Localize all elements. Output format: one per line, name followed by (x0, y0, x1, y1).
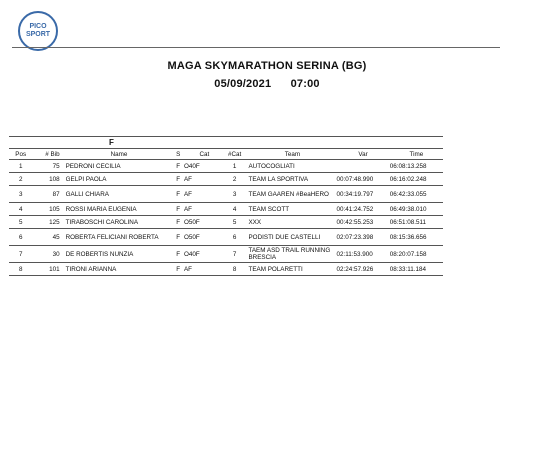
cell-time: 08:33:11.184 (390, 263, 443, 276)
cell-sex: F (172, 229, 184, 246)
cell-pos: 1 (9, 160, 32, 173)
cell-cat-rank: 8 (225, 263, 245, 276)
cell-cat-rank: 5 (225, 216, 245, 229)
cell-name: TIRABOSCHI CAROLINA (66, 216, 173, 229)
cell-cat: AF (184, 173, 225, 186)
cell-name: DE ROBERTIS NUNZIA (66, 246, 173, 263)
cell-sex: F (172, 246, 184, 263)
cell-bib: 101 (32, 263, 65, 276)
cell-gap: 00:42:55.253 (336, 216, 389, 229)
cell-sex: F (172, 203, 184, 216)
cell-time: 06:42:33.055 (390, 186, 443, 203)
cell-time: 06:08:13.258 (390, 160, 443, 173)
column-header-row (9, 149, 443, 160)
cell-team: PODISTI DUE CASTELLI (244, 229, 336, 246)
cell-time: 06:16:02.248 (390, 173, 443, 186)
cell-bib: 108 (32, 173, 65, 186)
cell-gap: 00:07:48.990 (336, 173, 389, 186)
cell-sex: F (172, 160, 184, 173)
cell-time: 06:49:38.010 (390, 203, 443, 216)
result-row (9, 160, 443, 173)
result-row (9, 263, 443, 276)
cell-bib: 75 (32, 160, 65, 173)
col-header-name: Name (66, 149, 173, 160)
cell-name: GELPI PAOLA (66, 173, 173, 186)
cell-team: TEAM GAAREN #BeaHERO (244, 186, 336, 203)
cell-cat-rank: 2 (225, 173, 245, 186)
cell-gap: 02:24:57.926 (336, 263, 389, 276)
cell-team: TEAM SCOTT (244, 203, 336, 216)
col-header-team: Team (244, 149, 336, 160)
cell-pos: 2 (9, 173, 32, 186)
result-row (9, 246, 443, 263)
col-header-pos: Pos (9, 149, 32, 160)
cell-name: PEDRONI CECILIA (66, 160, 173, 173)
col-header-time: Time (390, 149, 443, 160)
cell-sex: F (172, 173, 184, 186)
cell-gap (336, 160, 389, 173)
cell-cat: AF (184, 186, 225, 203)
cell-cat: O50F (184, 216, 225, 229)
event-title: MAGA SKYMARATHON SERINA (BG) (167, 60, 367, 72)
cell-cat-rank: 3 (225, 186, 245, 203)
header-divider (12, 47, 500, 48)
results-table (9, 136, 443, 276)
logo-line1: PICO (29, 23, 47, 30)
cell-team: TEAM POLARETTI (244, 263, 336, 276)
cell-gap: 00:41:24.752 (336, 203, 389, 216)
cell-bib: 30 (32, 246, 65, 263)
cell-bib: 125 (32, 216, 65, 229)
category-label: F (9, 137, 443, 149)
cell-time: 08:20:07.158 (390, 246, 443, 263)
event-datetime: 05/09/2021 07:00 (214, 78, 320, 90)
cell-cat-rank: 6 (225, 229, 245, 246)
cell-gap: 02:07:23.398 (336, 229, 389, 246)
cell-time: 06:51:08.511 (390, 216, 443, 229)
cell-team: TAEM ASD TRAIL RUNNING BRESCIA (244, 246, 336, 263)
cell-cat: O40F (184, 246, 225, 263)
col-header-cat-rank: #Cat (225, 149, 245, 160)
cell-team: AUTOCOGLIATI (244, 160, 336, 173)
result-row (9, 203, 443, 216)
cell-bib: 45 (32, 229, 65, 246)
cell-cat: AF (184, 263, 225, 276)
cell-gap: 00:34:19.797 (336, 186, 389, 203)
cell-cat-rank: 4 (225, 203, 245, 216)
cell-name: GALLI CHIARA (66, 186, 173, 203)
cell-cat: AF (184, 203, 225, 216)
cell-cat: O40F (184, 160, 225, 173)
cell-cat-rank: 1 (225, 160, 245, 173)
col-header-bib: # Bib (32, 149, 65, 160)
result-row (9, 173, 443, 186)
cell-gap: 02:11:53.900 (336, 246, 389, 263)
cell-cat: O50F (184, 229, 225, 246)
cell-cat-rank: 7 (225, 246, 245, 263)
result-row (9, 216, 443, 229)
category-row (9, 137, 443, 149)
cell-name: TIRONI ARIANNA (66, 263, 173, 276)
cell-sex: F (172, 263, 184, 276)
cell-pos: 3 (9, 186, 32, 203)
logo-line2: SPORT (25, 31, 51, 38)
cell-pos: 8 (9, 263, 32, 276)
cell-pos: 4 (9, 203, 32, 216)
cell-team: XXX (244, 216, 336, 229)
result-row (9, 186, 443, 203)
cell-pos: 7 (9, 246, 32, 263)
col-header-gap: Var (336, 149, 389, 160)
cell-sex: F (172, 186, 184, 203)
cell-sex: F (172, 216, 184, 229)
cell-bib: 105 (32, 203, 65, 216)
cell-bib: 87 (32, 186, 65, 203)
cell-pos: 5 (9, 216, 32, 229)
result-row (9, 229, 443, 246)
col-header-cat: Cat (184, 149, 225, 160)
cell-name: ROSSI MARIA EUGENIA (66, 203, 173, 216)
pico-sport-logo (18, 11, 58, 51)
cell-pos: 6 (9, 229, 32, 246)
cell-name: ROBERTA FELICIANI ROBERTA (66, 229, 173, 246)
col-header-sex: S (172, 149, 184, 160)
cell-team: TEAM LA SPORTIVA (244, 173, 336, 186)
cell-time: 08:15:36.656 (390, 229, 443, 246)
